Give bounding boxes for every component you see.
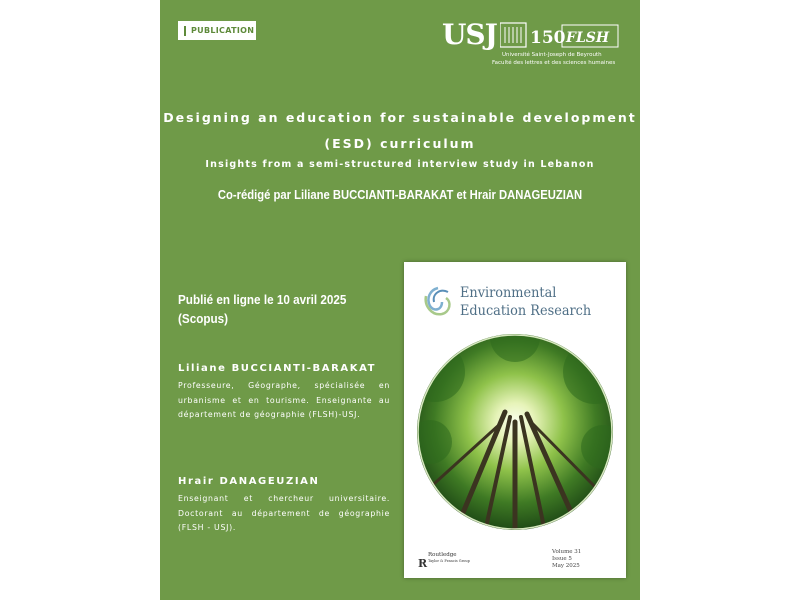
faculty-name: Faculté des lettres et des sciences humaines (492, 60, 616, 66)
subtitle: Insights from a semi-structured interview study in Lebanon (205, 159, 595, 170)
publisher-subtitle: Taylor & Francis Group (428, 559, 470, 563)
logo-marks (500, 21, 620, 49)
university-name: Université Saint-Joseph de Beyrouth (502, 52, 602, 58)
routledge-logo-icon: R (418, 557, 428, 570)
announcement-panel (160, 0, 640, 600)
journal-title-line-1: Environmental (460, 285, 557, 301)
issue-date: May 2025 (552, 563, 580, 569)
journal-title (460, 284, 591, 320)
usj-logo-text: USJ (442, 18, 497, 51)
journal-title-line-2: Education Research (460, 303, 592, 319)
publication-date: Publié en ligne le 10 avril 2025 (178, 292, 347, 307)
title-line-2: (ESD) curriculum (324, 136, 476, 151)
author-description: Enseignant et chercheur universitaire. Doctorant au département de géographie (FLSH - USJ). (178, 494, 390, 532)
journal-cover (404, 262, 626, 578)
author-name: Hrair DANAGEUZIAN (178, 476, 320, 487)
author-bio-1 (178, 363, 390, 423)
badge-bar (184, 26, 186, 36)
author-name: Liliane BUCCIANTI-BARAKAT (178, 363, 377, 374)
forest-canopy-image (415, 332, 615, 532)
usj-flsh-logo (442, 18, 622, 68)
publication-badge (178, 21, 256, 40)
author-bio-2 (178, 476, 390, 536)
flsh-logo-text: FLSH (566, 30, 610, 46)
publication-info (178, 290, 346, 328)
year-mark: 150 (530, 28, 566, 48)
publisher-name: Routledge (428, 552, 457, 558)
issue: Issue 5 (552, 556, 572, 562)
authors-line: Co-rédigé par Liliane BUCCIANTI-BARAKAT et Hrair DANAGEUZIAN (217, 188, 583, 202)
publication-index: (Scopus) (178, 311, 229, 326)
journal-logo-icon (420, 284, 456, 320)
title-line-1: Designing an education for sustainable development (163, 110, 637, 125)
volume-info (552, 549, 581, 570)
badge-label: PUBLICATION (191, 26, 255, 35)
author-description: Professeure, Géographe, spécialisée en urbanisme et en tourisme. Enseignante au département de géographie (FLSH)-USJ. (178, 381, 390, 419)
publisher (418, 552, 470, 571)
volume: Volume 31 (552, 549, 582, 555)
